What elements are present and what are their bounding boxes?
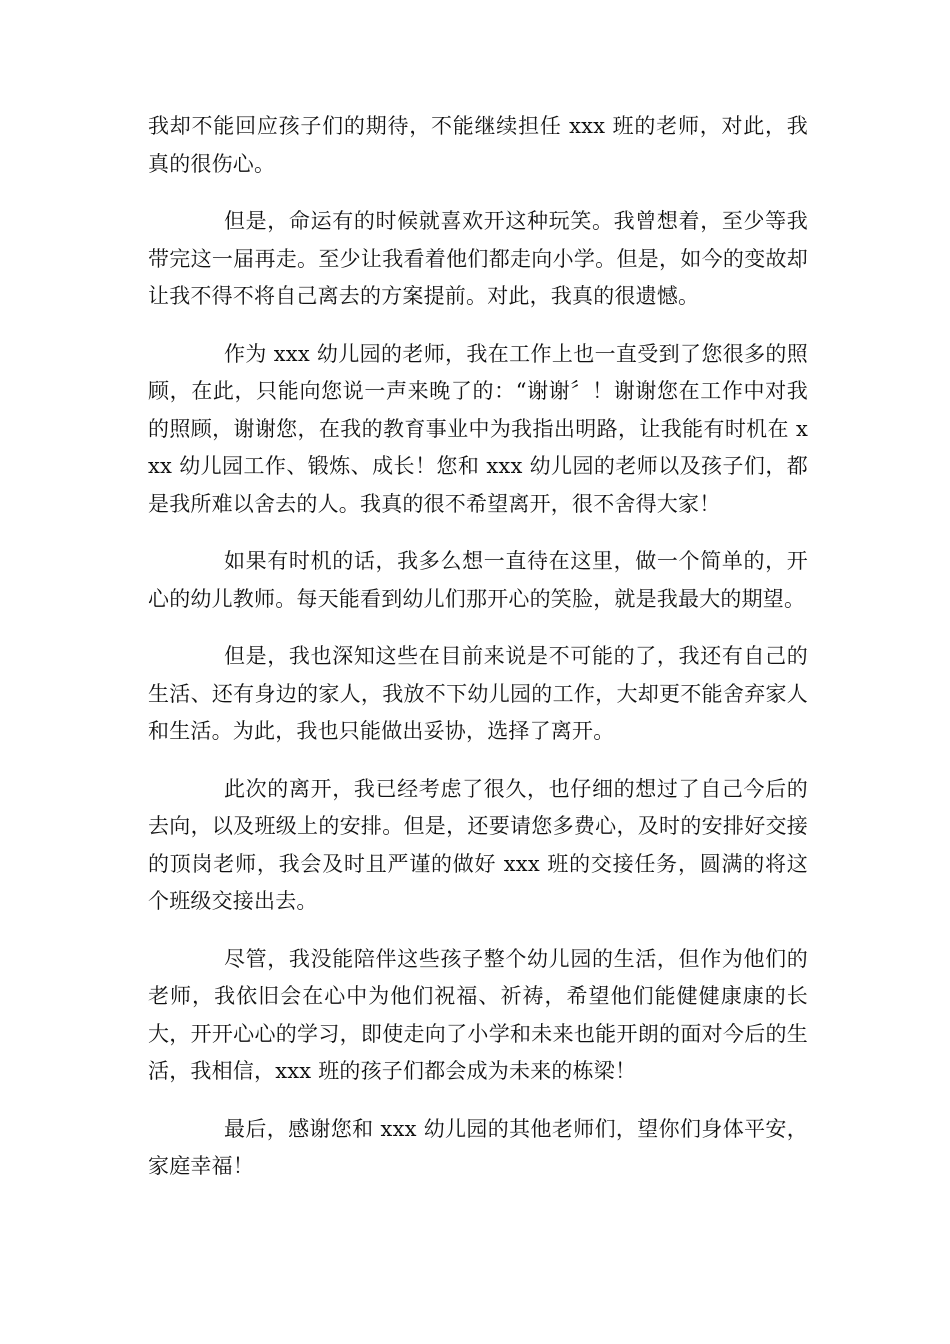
paragraph-closing: 最后，感谢您和 xxx 幼儿园的其他老师们，望你们身体平安，家庭幸福！ bbox=[148, 1116, 808, 1178]
paragraph: 尽管，我没能陪伴这些孩子整个幼儿园的生活，但作为他们的老师，我依旧会在心中为他们祝福、祈祷，希望他们能健健康康的长大，开开心心的学习，即使走向了小学和未来也能开朗的面对今后的生活，我相信，xxx 班的孩子们都会成为未来的栋梁！ bbox=[148, 946, 808, 1083]
paragraph-continuation: 我却不能回应孩子们的期待，不能继续担任 xxx 班的老师，对此，我真的很伤心。 bbox=[148, 114, 808, 176]
paragraph: 但是，我也深知这些在目前来说是不可能的了，我还有自己的生活、还有身边的家人，我放不下幼儿园的工作，大却更不能舍弃家人和生活。为此，我也只能做出妥协，选择了离开。 bbox=[148, 644, 808, 743]
letter-body bbox=[148, 108, 808, 1206]
paragraph: 作为 xxx 幼儿园的老师，我在工作上也一直受到了您很多的照顾，在此，只能向您说一声来晚了的：“谢谢〞！谢谢您在工作中对我的照顾，谢谢您，在我的教育事业中为我指出明路，让我能有时机在 xxx 幼儿园工作、锻炼、成长！您和 xxx 幼儿园的老师以及孩子们，都是我所难以舍去的人。我真的很不希望离开，很不舍得大家！ bbox=[148, 341, 808, 516]
paragraph: 此次的离开，我已经考虑了很久，也仔细的想过了自己今后的去向，以及班级上的安排。但是，还要请您多费心，及时的安排好交接的顶岗老师，我会及时且严谨的做好 xxx 班的交接任务，圆满的将这个班级交接出去。 bbox=[148, 776, 808, 913]
paragraph: 但是，命运有的时候就喜欢开这种玩笑。我曾想着，至少等我带完这一届再走。至少让我看着他们都走向小学。但是，如今的变故却让我不得不将自己离去的方案提前。对此，我真的很遗憾。 bbox=[148, 209, 808, 308]
paragraph: 如果有时机的话，我多么想一直待在这里，做一个简单的，开心的幼儿教师。每天能看到幼儿们那开心的笑脸，就是我最大的期望。 bbox=[148, 549, 808, 611]
